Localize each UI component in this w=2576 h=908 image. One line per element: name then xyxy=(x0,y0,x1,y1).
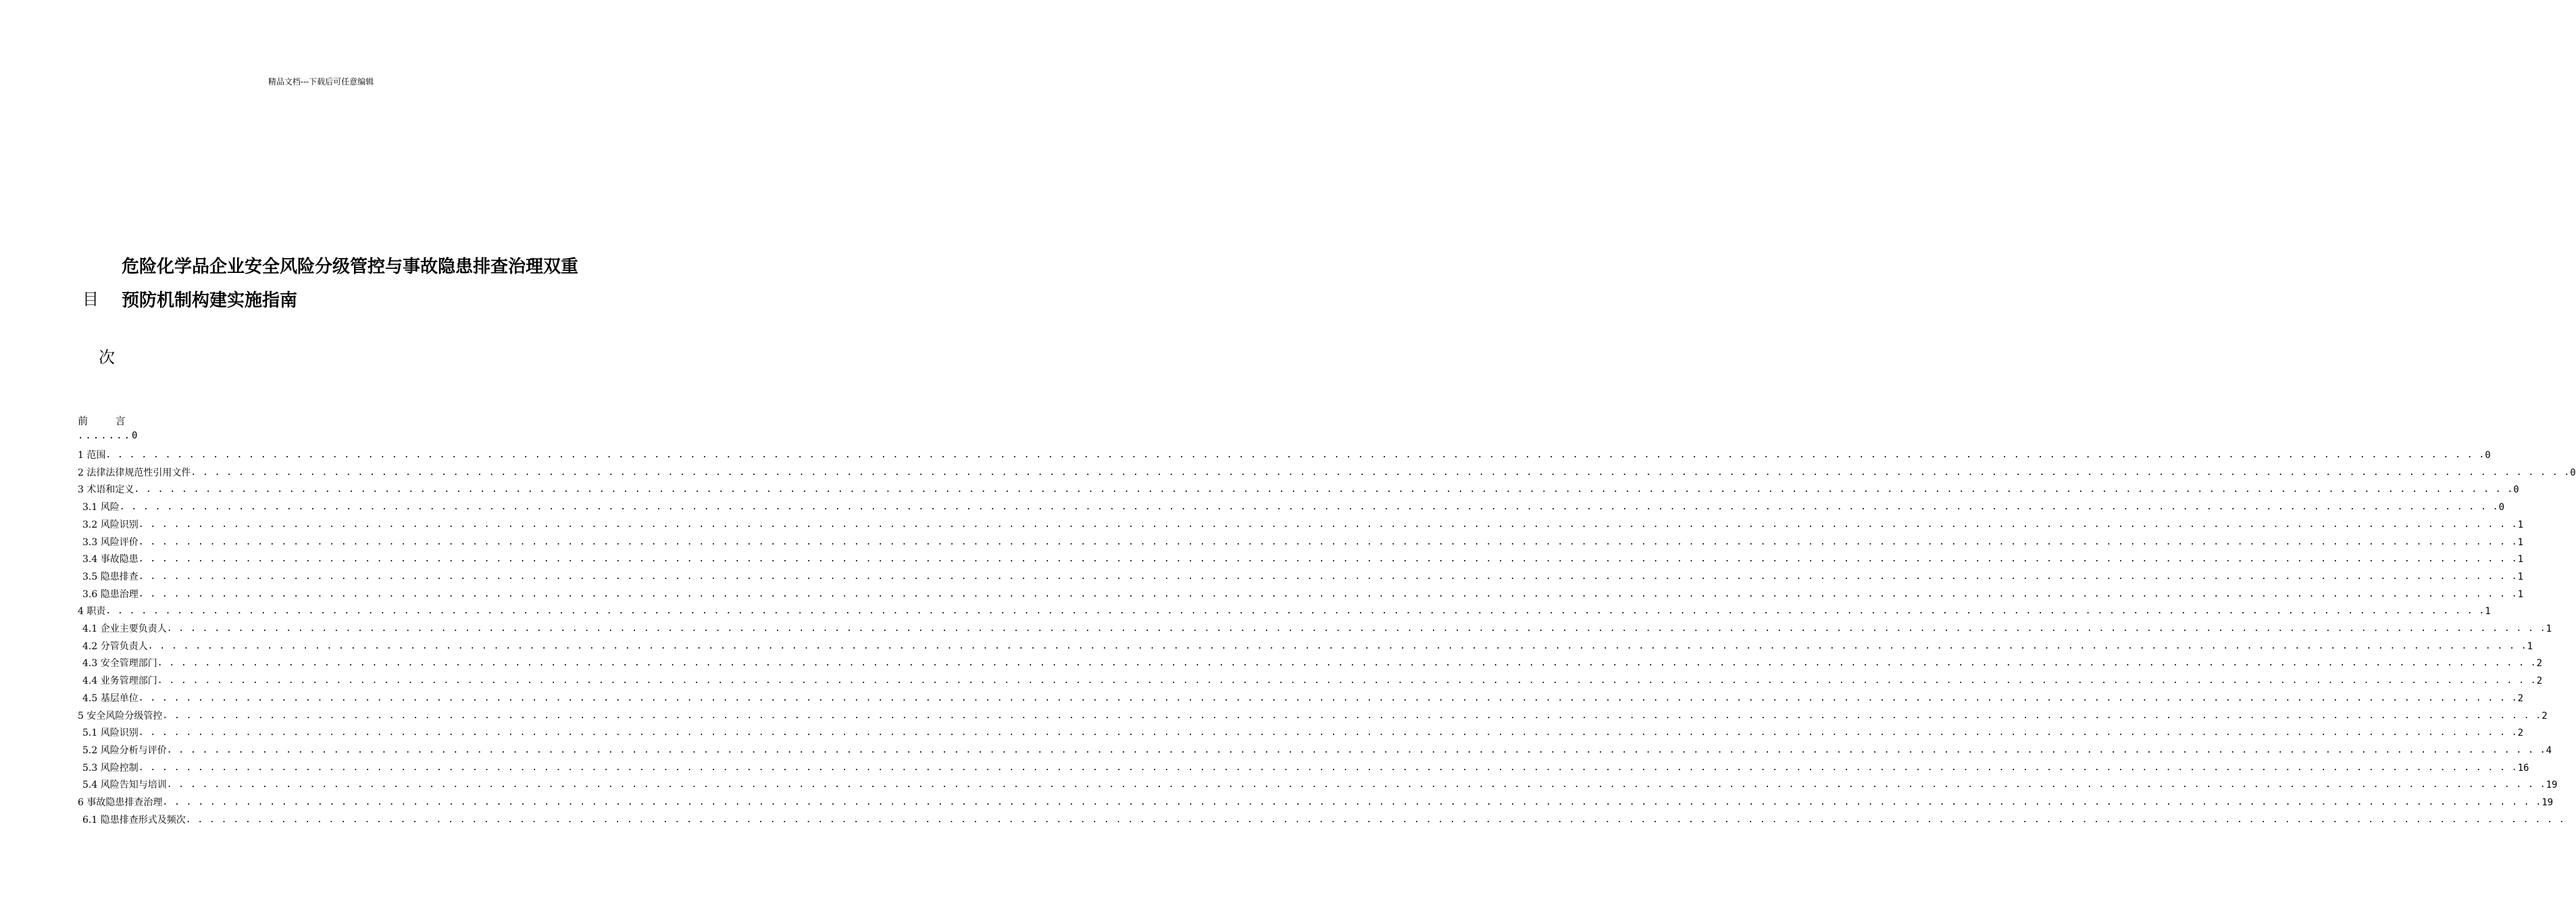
toc-entry-leader: . . . . . . . . . . . . . . . . . . . . . . . . . . . . . . . . . . . . . . . . . . . . . . . . . . . . . . . . . . . . . . . . . . . . . . . . . . . . . . . . . . . . . . . . . . . . . . . . . . . . . . . . . . . . . . . . . . . . . . . . . . . . . . . . . . . . . . . . . . . . . . . . . . . . . . . . . . . . . . . . . . . . . . . . . . . . . . . . . . . . . . . . . . . . . . . . . . . . . . . . xyxy=(105,606,2485,616)
toc-entry-leader: . . . . . . . . . . . . . . . . . . . . . . . . . . . . . . . . . . . . . . . . . . . . . . . . . . . . . . . . . . . . . . . . . . . . . . . . . . . . . . . . . . . . . . . . . . . . . . . . . . . . . . . . . . . . . . . . . . . . . . . . . . . . . . . . . . . . . . . . . . . . . . . . . . . . . . . . . . . . . . . . . . . . . . . . . . . . . . . . . . . . . . . . . . . . . . . . . . . . . . . . xyxy=(134,484,2514,495)
document-title-line1: 危险化学品企业安全风险分级管控与事故隐患排查治理双重 xyxy=(122,257,579,277)
toc-entry[interactable] xyxy=(82,744,2552,757)
toc-entry-label: 5.1 风险识别 xyxy=(82,728,138,738)
toc-entry-leader: . . . . . . . . . . . . . . . . . . . . . . . . . . . . . . . . . . . . . . . . . . . . . . . . . . . . . . . . . . . . . . . . . . . . . . . . . . . . . . . . . . . . . . . . . . . . . . . . . . . . . . . . . . . . . . . . . . . . . . . . . . . . . . . . . . . . . . . . . . . . . . . . . . . . . . . . . . . . . . . . . . . . . . . . . . . . . . . . . . . . . . . . . . . . . . . . . . . . . . . . xyxy=(105,450,2485,460)
toc-entry-label: 2 法律法律规范性引用文件 xyxy=(78,468,191,478)
toc-entry-page-number: 2 xyxy=(2517,693,2523,704)
toc-entry-leader: . . . . . . . . . . . . . . . . . . . . . . . . . . . . . . . . . . . . . . . . . . . . . . . . . . . . . . . . . . . . . . . . . . . . . . . . . . . . . . . . . . . . . . . . . . . . . . . . . . . . . . . . . . . . . . . . . . . . . . . . . . . . . . . . . . . . . . . . . . . . . . . . . . . . . . . . . . . . . . . . . . . . . . . . . . . . . . . . . . . . . . . . . . . . . . . . . . . . . . . . xyxy=(119,502,2499,512)
toc-entry-leader: . . . . . . . . . . . . . . . . . . . . . . . . . . . . . . . . . . . . . . . . . . . . . . . . . . . . . . . . . . . . . . . . . . . . . . . . . . . . . . . . . . . . . . . . . . . . . . . . . . . . . . . . . . . . . . . . . . . . . . . . . . . . . . . . . . . . . . . . . . . . . . . . . . . . . . . . . . . . . . . . . . . . . . . . . . . . . . . . . . . . . . . . . . . . . . . . . . . . . . . . xyxy=(162,711,2542,721)
toc-entry-page-number: 0 xyxy=(2498,502,2504,513)
toc-entry-leader: . . . . . . . . . . . . . . . . . . . . . . . . . . . . . . . . . . . . . . . . . . . . . . . . . . . . . . . . . . . . . . . . . . . . . . . . . . . . . . . . . . . . . . . . . . . . . . . . . . . . . . . . . . . . . . . . . . . . . . . . . . . . . . . . . . . . . . . . . . . . . . . . . . . . . . . . . . . . . . . . . . . . . . . . . . . . . . . . . . . . . . . . . . . . . . . . . . . . . . . . xyxy=(185,815,2565,825)
toc-entry-leader: . . . . . . . . . . . . . . . . . . . . . . . . . . . . . . . . . . . . . . . . . . . . . . . . . . . . . . . . . . . . . . . . . . . . . . . . . . . . . . . . . . . . . . . . . . . . . . . . . . . . . . . . . . . . . . . . . . . . . . . . . . . . . . . . . . . . . . . . . . . . . . . . . . . . . . . . . . . . . . . . . . . . . . . . . . . . . . . . . . . . . . . . . . . . . . . . . . . . . . . . xyxy=(138,589,2518,599)
toc-entry-page-number: 19 xyxy=(2542,797,2554,808)
toc-heading-char1: 目 xyxy=(82,290,99,309)
toc-entry[interactable] xyxy=(82,640,2533,653)
toc-entry[interactable] xyxy=(78,466,2576,480)
toc-entry-label: 4.1 企业主要负责人 xyxy=(82,624,167,634)
toc-entry[interactable] xyxy=(82,570,2523,584)
toc-entry-page-number: 0 xyxy=(2485,450,2491,461)
toc-entry-page-number: 19 xyxy=(2546,780,2558,790)
toc-entry[interactable] xyxy=(78,605,2491,618)
toc-entry-label: 5.2 风险分析与评价 xyxy=(82,745,167,756)
toc-entry[interactable] xyxy=(82,518,2523,532)
toc-entry[interactable] xyxy=(78,796,2554,809)
toc-entry-leader: . . . . . . . . . . . . . . . . . . . . . . . . . . . . . . . . . . . . . . . . . . . . . . . . . . . . . . . . . . . . . . . . . . . . . . . . . . . . . . . . . . . . . . . . . . . . . . . . . . . . . . . . . . . . . . . . . . . . . . . . . . . . . . . . . . . . . . . . . . . . . . . . . . . . . . . . . . . . . . . . . . . . . . . . . . . . . . . . . . . . . . . . . . . . . . . . . . . . . . . . xyxy=(157,676,2537,686)
toc-entry-leader: . . . . . . . . . . . . . . . . . . . . . . . . . . . . . . . . . . . . . . . . . . . . . . . . . . . . . . . . . . . . . . . . . . . . . . . . . . . . . . . . . . . . . . . . . . . . . . . . . . . . . . . . . . . . . . . . . . . . . . . . . . . . . . . . . . . . . . . . . . . . . . . . . . . . . . . . . . . . . . . . . . . . . . . . . . . . . . . . . . . . . . . . . . . . . . . . . . . . . . . . xyxy=(147,641,2527,651)
toc-entry-page-number: 1 xyxy=(2517,537,2523,548)
toc-entry-label: 5.4 风险告知与培训 xyxy=(82,780,167,790)
toc-entry-leader: . . . . . . . . . . . . . . . . . . . . . . . . . . . . . . . . . . . . . . . . . . . . . . . . . . . . . . . . . . . . . . . . . . . . . . . . . . . . . . . . . . . . . . . . . . . . . . . . . . . . . . . . . . . . . . . . . . . . . . . . . . . . . . . . . . . . . . . . . . . . . . . . . . . . . . . . . . . . . . . . . . . . . . . . . . . . . . . . . . . . . . . . . . . . . . . . . . . . . . . . xyxy=(166,780,2546,790)
toc-entry-leader: . . . . . . . . . . . . . . . . . . . . . . . . . . . . . . . . . . . . . . . . . . . . . . . . . . . . . . . . . . . . . . . . . . . . . . . . . . . . . . . . . . . . . . . . . . . . . . . . . . . . . . . . . . . . . . . . . . . . . . . . . . . . . . . . . . . . . . . . . . . . . . . . . . . . . . . . . . . . . . . . . . . . . . . . . . . . . . . . . . . . . . . . . . . . . . . . . . . . . . . . xyxy=(138,693,2518,703)
toc-entry[interactable] xyxy=(82,657,2542,670)
toc-entry[interactable] xyxy=(82,726,2523,740)
toc-entry-label: 4.3 安全管理部门 xyxy=(82,658,157,669)
toc-entry-leader: . . . . . . . . . . . . . . . . . . . . . . . . . . . . . . . . . . . . . . . . . . . . . . . . . . . . . . . . . . . . . . . . . . . . . . . . . . . . . . . . . . . . . . . . . . . . . . . . . . . . . . . . . . . . . . . . . . . . . . . . . . . . . . . . . . . . . . . . . . . . . . . . . . . . . . . . . . . . . . . . . . . . . . . . . . . . . . . . . . . . . . . . . . . . . . . . . . . . . . . . xyxy=(138,763,2518,773)
toc-entry-label: 3 术语和定义 xyxy=(78,484,134,495)
toc-entry-page-number: 2 xyxy=(2517,728,2523,738)
toc-entry-label: 4.5 基层单位 xyxy=(82,693,138,704)
toc-entry-label: 3.1 风险 xyxy=(82,502,120,513)
toc-entry-label: 6 事故隐患排查治理 xyxy=(78,797,163,808)
toc-entry-label: 3.5 隐患排查 xyxy=(82,572,138,582)
toc-entry[interactable] xyxy=(78,483,2519,497)
toc-entry-leader: . . . . . . . . . . . . . . . . . . . . . . . . . . . . . . . . . . . . . . . . . . . . . . . . . . . . . . . . . . . . . . . . . . . . . . . . . . . . . . . . . . . . . . . . . . . . . . . . . . . . . . . . . . . . . . . . . . . . . . . . . . . . . . . . . . . . . . . . . . . . . . . . . . . . . . . . . . . . . . . . . . . . . . . . . . . . . . . . . . . . . . . . . . . . . . . . . . . . . . . . xyxy=(162,797,2542,807)
toc-entry-label: 6.1 隐患排查形式及频次 xyxy=(82,815,186,826)
toc-entry[interactable] xyxy=(82,674,2542,688)
toc-entry-page-number: 4 xyxy=(2546,745,2552,756)
toc-entry-page-number: 1 xyxy=(2517,520,2523,530)
toc-entry-leader: . . . . . . . . . . . . . . . . . . . . . . . . . . . . . . . . . . . . . . . . . . . . . . . . . . . . . . . . . . . . . . . . . . . . . . . . . . . . . . . . . . . . . . . . . . . . . . . . . . . . . . . . . . . . . . . . . . . . . . . . . . . . . . . . . . . . . . . . . . . . . . . . . . . . . . . . . . . . . . . . . . . . . . . . . . . . . . . . . . . . . . . . . . . . . . . . . . . . . . . . xyxy=(138,554,2518,564)
toc-entry-label: 4 职责 xyxy=(78,606,106,617)
toc-entry-label: 4.4 业务管理部门 xyxy=(82,676,157,686)
document-title xyxy=(122,250,635,318)
toc-entry[interactable] xyxy=(82,813,2565,827)
toc-entry-page-number: 1 xyxy=(2485,606,2491,617)
toc-entry-leader: . . . . . . . . . . . . . . . . . . . . . . . . . . . . . . . . . . . . . . . . . . . . . . . . . . . . . . . . . . . . . . . . . . . . . . . . . . . . . . . . . . . . . . . . . . . . . . . . . . . . . . . . . . . . . . . . . . . . . . . . . . . . . . . . . . . . . . . . . . . . . . . . . . . . . . . . . . . . . . . . . . . . . . . . . . . . . . . . . . . . . . . . . . . . . . . . . . . . . . . . xyxy=(138,572,2518,582)
toc-entry[interactable] xyxy=(82,761,2529,775)
toc-entry-page-number: 1 xyxy=(2517,572,2523,582)
toc-entry-label: 3.3 风险评价 xyxy=(82,537,138,548)
toc-entry-page-number: 1 xyxy=(2517,589,2523,600)
toc-entry-page-number: 2 xyxy=(2542,711,2548,722)
toc-entry-leader: . . . . . . . . . . . . . . . . . . . . . . . . . . . . . . . . . . . . . . . . . . . . . . . . . . . . . . . . . . . . . . . . . . . . . . . . . . . . . . . . . . . . . . . . . . . . . . . . . . . . . . . . . . . . . . . . . . . . . . . . . . . . . . . . . . . . . . . . . . . . . . . . . . . . . . . . . . . . . . . . . . . . . . . . . . . . . . . . . . . . . . . . . . . . . . . . . . . . . . . . xyxy=(157,658,2537,668)
toc-entry[interactable] xyxy=(82,692,2523,705)
toc-entry-page-number: 1 xyxy=(2517,554,2523,565)
toc-entry-page-number: 2 xyxy=(2536,676,2542,686)
toc-entry[interactable] xyxy=(82,622,2552,636)
toc-entry-label: 3.2 风险识别 xyxy=(82,520,138,530)
toc-entry[interactable] xyxy=(82,778,2558,792)
header-watermark: 精品文档---下载后可任意编辑 xyxy=(268,77,374,86)
toc-heading-char2: 次 xyxy=(99,348,115,367)
toc-entry-page-number: 1 xyxy=(2527,641,2533,652)
toc-entry[interactable] xyxy=(82,536,2523,549)
preface-page-leader: .......0 xyxy=(78,430,140,441)
toc-entry-label: 1 范围 xyxy=(78,450,106,461)
toc-entry-page-number: 16 xyxy=(2517,763,2529,774)
toc-entry-page-number: 1 xyxy=(2546,624,2552,634)
toc-entry-label: 4.2 分管负责人 xyxy=(82,641,148,652)
toc-entry[interactable] xyxy=(82,501,2504,514)
toc-entry-leader: . . . . . . . . . . . . . . . . . . . . . . . . . . . . . . . . . . . . . . . . . . . . . . . . . . . . . . . . . . . . . . . . . . . . . . . . . . . . . . . . . . . . . . . . . . . . . . . . . . . . . . . . . . . . . . . . . . . . . . . . . . . . . . . . . . . . . . . . . . . . . . . . . . . . . . . . . . . . . . . . . . . . . . . . . . . . . . . . . . . . . . . . . . . . . . . . . . . . . . . . xyxy=(166,624,2546,634)
toc-entry[interactable] xyxy=(78,709,2548,723)
toc-entry-label: 3.6 隐患治理 xyxy=(82,589,138,600)
toc-entry-leader: . . . . . . . . . . . . . . . . . . . . . . . . . . . . . . . . . . . . . . . . . . . . . . . . . . . . . . . . . . . . . . . . . . . . . . . . . . . . . . . . . . . . . . . . . . . . . . . . . . . . . . . . . . . . . . . . . . . . . . . . . . . . . . . . . . . . . . . . . . . . . . . . . . . . . . . . . . . . . . . . . . . . . . . . . . . . . . . . . . . . . . . . . . . . . . . . . . . . . . . . xyxy=(138,537,2518,547)
document-title-line2: 预防机制构建实施指南 xyxy=(122,291,298,311)
toc-entry[interactable] xyxy=(82,553,2523,566)
toc-entry-label: 3.4 事故隐患 xyxy=(82,554,138,565)
toc-entry-leader: . . . . . . . . . . . . . . . . . . . . . . . . . . . . . . . . . . . . . . . . . . . . . . . . . . . . . . . . . . . . . . . . . . . . . . . . . . . . . . . . . . . . . . . . . . . . . . . . . . . . . . . . . . . . . . . . . . . . . . . . . . . . . . . . . . . . . . . . . . . . . . . . . . . . . . . . . . . . . . . . . . . . . . . . . . . . . . . . . . . . . . . . . . . . . . . . . . . . . . . . xyxy=(138,728,2518,738)
toc-entry[interactable] xyxy=(82,588,2523,601)
toc-entry-leader: . . . . . . . . . . . . . . . . . . . . . . . . . . . . . . . . . . . . . . . . . . . . . . . . . . . . . . . . . . . . . . . . . . . . . . . . . . . . . . . . . . . . . . . . . . . . . . . . . . . . . . . . . . . . . . . . . . . . . . . . . . . . . . . . . . . . . . . . . . . . . . . . . . . . . . . . . . . . . . . . . . . . . . . . . . . . . . . . . . . . . . . . . . . . . . . . . . . . . . . . xyxy=(138,520,2518,530)
toc-entry-page-number: 0 xyxy=(2513,484,2519,495)
preface-label: 前 言 xyxy=(78,415,138,427)
toc-entry-page-number: 0 xyxy=(2570,468,2576,478)
toc-entry-label: 5.3 风险控制 xyxy=(82,763,138,774)
toc-entry[interactable] xyxy=(78,449,2491,462)
toc-entry-leader: . . . . . . . . . . . . . . . . . . . . . . . . . . . . . . . . . . . . . . . . . . . . . . . . . . . . . . . . . . . . . . . . . . . . . . . . . . . . . . . . . . . . . . . . . . . . . . . . . . . . . . . . . . . . . . . . . . . . . . . . . . . . . . . . . . . . . . . . . . . . . . . . . . . . . . . . . . . . . . . . . . . . . . . . . . . . . . . . . . . . . . . . . . . . . . . . . . . . . . . . xyxy=(191,468,2571,478)
toc-entry-page-number: 2 xyxy=(2536,658,2542,669)
toc-entry-label: 5 安全风险分级管控 xyxy=(78,711,163,722)
toc-entry-leader: . . . . . . . . . . . . . . . . . . . . . . . . . . . . . . . . . . . . . . . . . . . . . . . . . . . . . . . . . . . . . . . . . . . . . . . . . . . . . . . . . . . . . . . . . . . . . . . . . . . . . . . . . . . . . . . . . . . . . . . . . . . . . . . . . . . . . . . . . . . . . . . . . . . . . . . . . . . . . . . . . . . . . . . . . . . . . . . . . . . . . . . . . . . . . . . . . . . . . . . . xyxy=(166,745,2546,755)
